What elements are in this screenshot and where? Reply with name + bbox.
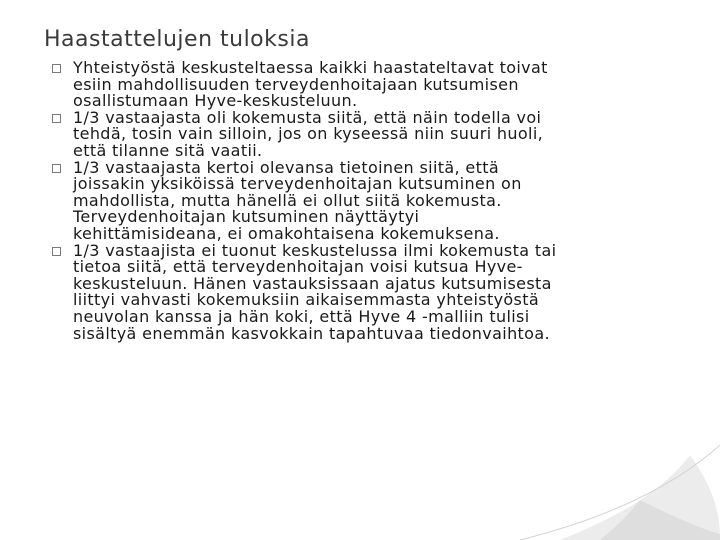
square-bullet-icon bbox=[52, 247, 61, 256]
bullet-text-line: osallistumaan Hyve-keskusteluun. bbox=[73, 91, 358, 111]
bullet-item bbox=[52, 60, 692, 110]
square-bullet-icon bbox=[52, 164, 61, 173]
bullet-text-line: neuvolan kanssa ja hän koki, että Hyve 4 -malliin tulisi bbox=[73, 306, 530, 326]
bullet-item bbox=[52, 107, 692, 160]
bullet-text-line: 1/3 vastaajista ei tuonut keskustelussa ilmi kokemusta tai bbox=[73, 240, 557, 260]
bullet-text-line: Terveydenhoitajan kutsuminen näyttäytyi bbox=[73, 207, 420, 227]
bullet-text-line: liittyi vahvasti kokemuksiin aikaisemmasta yhteistyöstä bbox=[73, 290, 540, 310]
square-bullet-icon bbox=[52, 64, 61, 73]
bullet-text-line: joissakin yksiköissä terveydenhoitajan kutsuminen on bbox=[73, 174, 522, 194]
decoration-wave-front bbox=[600, 500, 720, 540]
bullet-text-line: 1/3 vastaajasta kertoi olevansa tietoinen siitä, että bbox=[73, 157, 500, 177]
bullet-text-line: kehittämisideana, ei omakohtaisena kokemuksena. bbox=[73, 223, 500, 243]
decoration-edge-line bbox=[520, 445, 720, 540]
bullet-text-line: tehdä, tosin vain silloin, jos on kyseessä niin suuri huoli, bbox=[73, 124, 544, 144]
bullet-text-line: mahdollista, mutta hänellä ei ollut siitä kokemusta. bbox=[73, 190, 502, 210]
bullet-list bbox=[52, 60, 692, 342]
bullet-text-line: esiin mahdollisuuden terveydenhoitajaan kutsumisen bbox=[73, 74, 519, 94]
bullet-text-line: 1/3 vastaajasta oli kokemusta siitä, että näin todella voi bbox=[73, 107, 542, 127]
bullet-text-line: sisältyä enemmän kasvokkain tapahtuvaa tiedonvaihtoa. bbox=[73, 323, 550, 343]
decoration-wave-back bbox=[560, 455, 720, 540]
bullet-item bbox=[52, 157, 692, 243]
slide-title: Haastattelujen tuloksia bbox=[44, 27, 310, 52]
bullet-text-line: keskusteluun. Hänen vastauksissaan ajatus kutsumisesta bbox=[73, 273, 552, 293]
bullet-text-line: että tilanne sitä vaatii. bbox=[73, 140, 263, 160]
bullet-text-line: tietoa siitä, että terveydenhoitajan voisi kutsua Hyve- bbox=[73, 257, 523, 277]
bullet-text-line: Yhteistyöstä keskusteltaessa kaikki haastateltavat toivat bbox=[73, 58, 548, 77]
bullet-item bbox=[52, 240, 692, 343]
square-bullet-icon bbox=[52, 114, 61, 123]
